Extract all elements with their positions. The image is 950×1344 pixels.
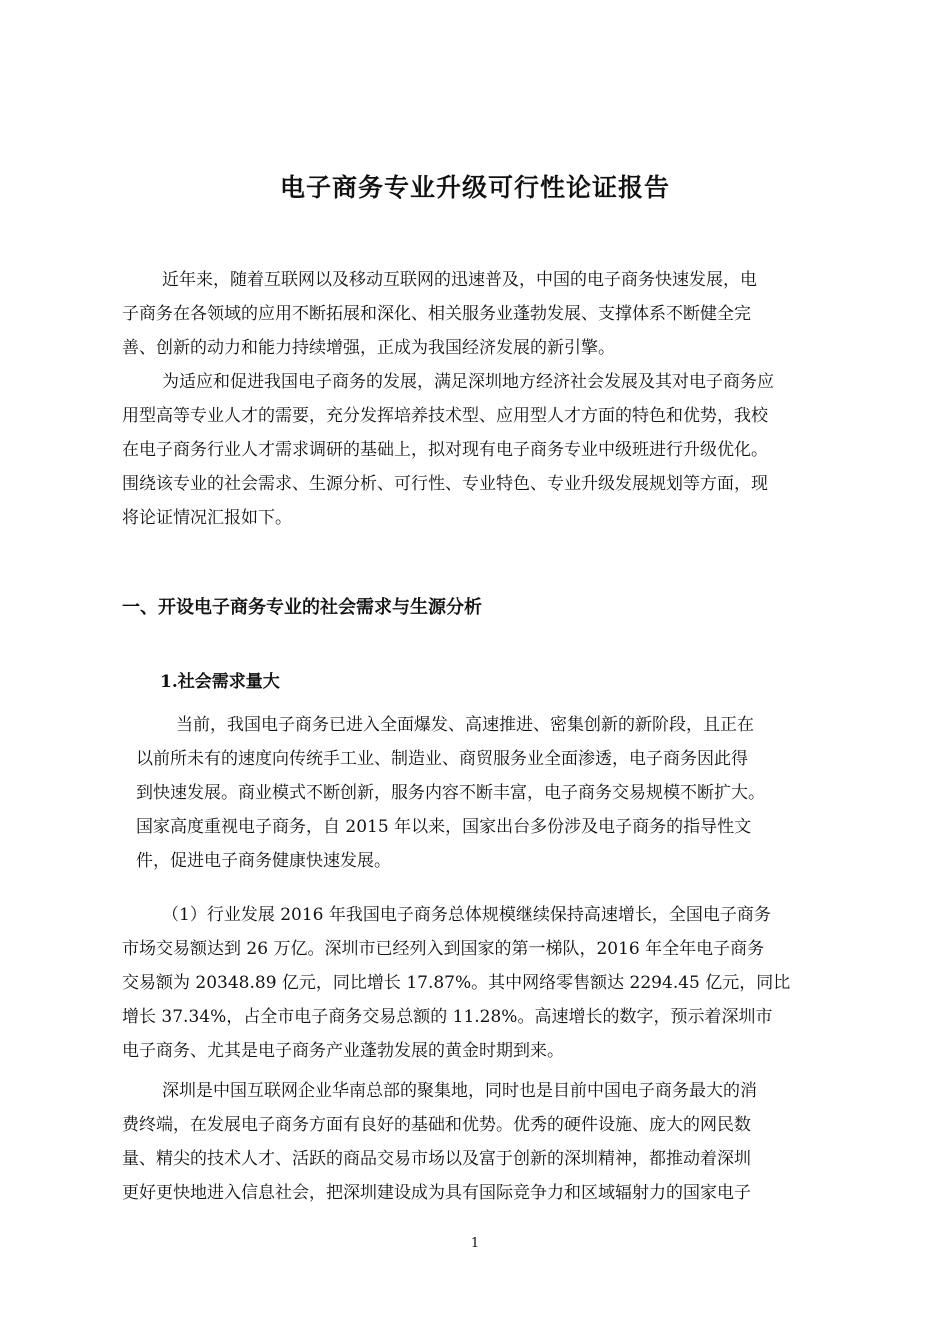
paragraph-line: 电子商务、尤其是电子商务产业蓬勃发展的黄金时期到来。 <box>122 1041 564 1061</box>
paragraph-line: 增长 37.34%，占全市电子商务交易总额的 11.28%。高速增长的数字，预示着深圳市 <box>122 1007 773 1027</box>
paragraph-line: 到快速发展。商业模式不断创新，服务内容不断丰富，电子商务交易规模不断扩大。 <box>136 783 765 803</box>
paragraph-line: 围绕该专业的社会需求、生源分析、可行性、专业特色、专业升级发展规划等方面，现 <box>122 474 768 494</box>
subsection-heading: 1.社会需求量大 <box>160 672 280 692</box>
paragraph-line: 以前所未有的速度向传统手工业、制造业、商贸服务业全面渗透，电子商务因此得 <box>136 749 748 769</box>
document-title: 电子商务专业升级可行性论证报告 <box>279 173 670 202</box>
page-number: 1 <box>470 1236 480 1251</box>
paragraph-line: 善、创新的动力和能力持续增强，正成为我国经济发展的新引擎。 <box>122 338 615 358</box>
paragraph-line: 当前，我国电子商务已进入全面爆发、高速推进、密集创新的新阶段，且正在 <box>176 715 754 735</box>
paragraph-line: （1）行业发展 2016 年我国电子商务总体规模继续保持高速增长，全国电子商务 <box>162 905 771 925</box>
intro-paragraph-1 <box>122 263 830 365</box>
paragraph-line: 深圳是中国互联网企业华南总部的聚集地，同时也是目前中国电子商务最大的消 <box>162 1081 757 1101</box>
paragraph-line: 用型高等专业人才的需要，充分发挥培养技术型、应用型人才方面的特色和优势，我校 <box>122 406 768 426</box>
paragraph-line: 国家高度重视电子商务，自 2015 年以来，国家出台多份涉及电子商务的指导性文 <box>136 817 752 837</box>
subsection-paragraph-1 <box>136 708 826 878</box>
paragraph-line: 为适应和促进我国电子商务的发展，满足深圳地方经济社会发展及其对电子商务应 <box>162 372 774 392</box>
paragraph-line: 交易额为 20348.89 亿元，同比增长 17.87%。其中网络零售额达 2294.45 亿元，同比 <box>122 973 791 993</box>
paragraph-line: 更好更快地进入信息社会，把深圳建设成为具有国际竞争力和区域辐射力的国家电子 <box>122 1183 751 1203</box>
paragraph-line: 市场交易额达到 26 万亿。深圳市已经列入到国家的第一梯队，2016 年全年电子商务 <box>122 939 765 959</box>
paragraph-line: 件，促进电子商务健康快速发展。 <box>136 851 391 871</box>
paragraph-line: 子商务在各领域的应用不断拓展和深化、相关服务业蓬勃发展、支撑体系不断健全完 <box>122 304 751 324</box>
paragraph-line: 近年来，随着互联网以及移动互联网的迅速普及，中国的电子商务快速发展，电 <box>162 270 757 290</box>
paragraph-line: 将论证情况汇报如下。 <box>122 508 292 528</box>
paragraph-line: 量、精尖的技术人才、活跃的商品交易市场以及富于创新的深圳精神，都推动着深圳 <box>122 1149 751 1169</box>
subsection-paragraph-2 <box>122 898 830 1068</box>
paragraph-line: 费终端，在发展电子商务方面有良好的基础和优势。优秀的硬件设施、庞大的网民数 <box>122 1115 751 1135</box>
intro-paragraph-2 <box>122 365 830 535</box>
section-heading: 一、开设电子商务专业的社会需求与生源分析 <box>122 597 482 618</box>
subsection-paragraph-3 <box>122 1074 830 1210</box>
paragraph-line: 在电子商务行业人才需求调研的基础上，拟对现有电子商务专业中级班进行升级优化。 <box>122 440 768 460</box>
